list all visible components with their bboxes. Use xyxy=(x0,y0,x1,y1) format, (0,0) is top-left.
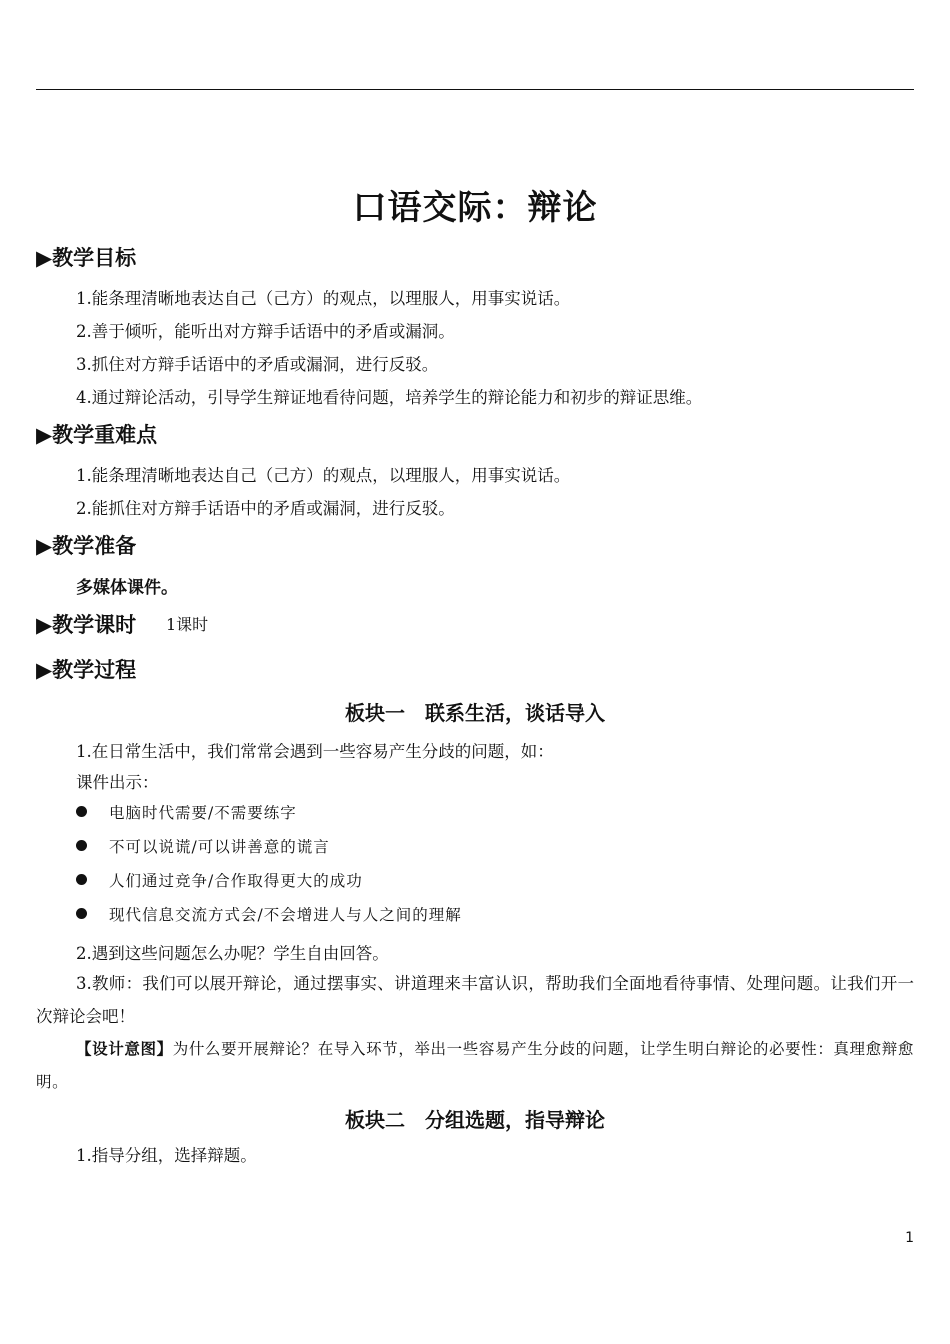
page-title: 口语交际：辩论 xyxy=(352,188,598,228)
bullet-item-4: 现代信息交流方式会/不会增进人与人之间的理解 xyxy=(109,906,462,924)
section-2-paragraph-1: 1.指导分组，选择辩题。 xyxy=(76,1146,257,1165)
page-number: 1 xyxy=(905,1230,914,1246)
bullet-item-1: 电脑时代需要/不需要练字 xyxy=(109,804,297,822)
goal-item-1: 1.能条理清晰地表达自己（己方）的观点，以理服人，用事实说话。 xyxy=(76,289,571,308)
goal-item-4: 4.通过辩论活动，引导学生辩证地看待问题，培养学生的辩论能力和初步的辩证思维。 xyxy=(76,388,703,407)
process-heading: ▶教学过程 xyxy=(36,658,137,682)
design-intent-label: 【设计意图】 xyxy=(76,1040,173,1058)
bullet-dot xyxy=(76,840,87,851)
duration-value: 1课时 xyxy=(166,615,209,634)
section-1-paragraph-2: 课件出示： xyxy=(76,773,159,792)
key-point-item-1: 1.能条理清晰地表达自己（己方）的观点，以理服人，用事实说话。 xyxy=(76,466,571,485)
bullet-dot xyxy=(76,908,87,919)
section-1-title: 板块一 联系生活，谈话导入 xyxy=(345,701,605,725)
key-point-item-2: 2.能抓住对方辩手话语中的矛盾或漏洞，进行反驳。 xyxy=(76,499,455,518)
bullet-dot xyxy=(76,874,87,885)
goal-item-2: 2.善于倾听，能听出对方辩手话语中的矛盾或漏洞。 xyxy=(76,322,455,341)
preparation-heading: ▶教学准备 xyxy=(36,534,137,558)
bullet-item-2: 不可以说谎/可以讲善意的谎言 xyxy=(109,838,330,856)
section-1-paragraph-4: 3.教师：我们可以展开辩论，通过摆事实、讲道理来丰富认识，帮助我们全面地看待事情、处理问题。让我们开一次辩论会吧！ xyxy=(36,974,914,1026)
section-1-paragraph-1: 1.在日常生活中，我们常常会遇到一些容易产生分歧的问题，如： xyxy=(76,742,554,761)
key-points-heading: ▶教学重难点 xyxy=(36,423,158,447)
bullet-item-3: 人们通过竞争/合作取得更大的成功 xyxy=(109,872,363,890)
duration-heading: ▶教学课时 xyxy=(36,613,137,637)
section-2-title: 板块二 分组选题，指导辩论 xyxy=(345,1108,605,1132)
preparation-text: 多媒体课件。 xyxy=(76,578,178,598)
goals-heading: ▶教学目标 xyxy=(36,246,137,270)
goal-item-3: 3.抓住对方辩手话语中的矛盾或漏洞，进行反驳。 xyxy=(76,355,439,374)
section-1-paragraph-3: 2.遇到这些问题怎么办呢？学生自由回答。 xyxy=(76,944,389,963)
design-intent xyxy=(36,1033,914,1099)
header-rule xyxy=(36,89,914,90)
bullet-dot xyxy=(76,806,87,817)
design-intent-text: 为什么要开展辩论？在导入环节，举出一些容易产生分歧的问题，让学生明白辩论的必要性：真理愈辩愈明。 xyxy=(36,1040,914,1091)
